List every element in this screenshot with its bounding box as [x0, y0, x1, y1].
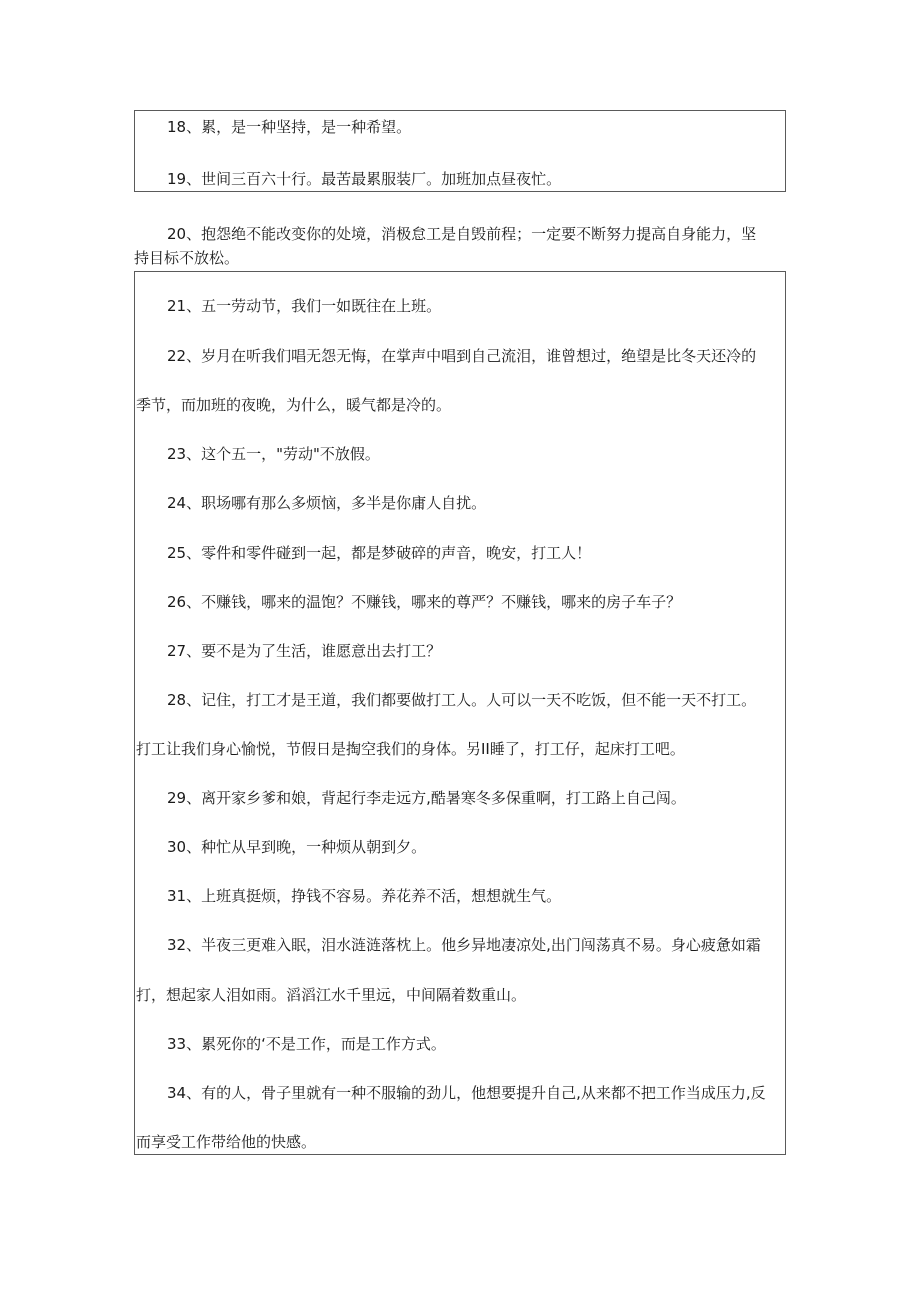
- paragraph-34-cont: 而享受工作带给他的快感。: [136, 1133, 317, 1151]
- paragraph-22: 22、岁月在听我们唱无怨无悔，在掌声中唱到自己流泪，谁曾想过，绝望是比冬天还冷的: [167, 347, 757, 365]
- paragraph-22-cont: 季节，而加班的夜晚，为什么，暖气都是冷的。: [136, 396, 452, 414]
- paragraph-26: 26、不赚钱，哪来的温饱？不赚钱，哪来的尊严？不赚钱，哪来的房子车子？: [167, 593, 682, 611]
- paragraph-20-cont: 持目标不放松。: [134, 249, 240, 267]
- paragraph-19: 19、世间三百六十行。最苦最累服装厂。加班加点昼夜忙。: [167, 170, 562, 188]
- paragraph-20: 20、抱怨绝不能改变你的处境，消极怠工是自毁前程；一定要不断努力提高自身能力，坚: [167, 225, 757, 243]
- paragraph-25: 25、零件和零件碰到一起，都是梦破碎的声音，晚安，打工人！: [167, 544, 592, 562]
- paragraph-33: 33、累死你的‘不是工作，而是工作方式。: [167, 1035, 446, 1053]
- paragraph-28-cont: 打工让我们身心愉悦，节假日是掏空我们的身体。另II睡了，打工仔，起床打工吧。: [136, 740, 685, 758]
- paragraph-23: 23、这个五一，"劳动"不放假。: [167, 445, 380, 463]
- paragraph-32-cont: 打，想起家人泪如雨。滔滔江水千里远，中间隔着数重山。: [136, 986, 527, 1004]
- paragraph-30: 30、种忙从早到晚，一种烦从朝到夕。: [167, 838, 427, 856]
- paragraph-24: 24、职场哪有那么多烦恼，多半是你庸人自扰。: [167, 494, 487, 512]
- paragraph-32: 32、半夜三更难入眠，泪水涟涟落枕上。他乡异地凄凉处,出门闯荡真不易。身心疲惫如霜: [167, 936, 761, 954]
- paragraph-34: 34、有的人，骨子里就有一种不服输的劲儿，他想要提升自己,从来都不把工作当成压力,反: [167, 1084, 766, 1102]
- paragraph-31: 31、上班真挺烦，挣钱不容易。养花养不活，想想就生气。: [167, 887, 562, 905]
- paragraph-27: 27、要不是为了生活，谁愿意出去打工？: [167, 642, 442, 660]
- paragraph-18: 18、累，是一种坚持，是一种希望。: [167, 118, 412, 136]
- paragraph-28: 28、记住，打工才是王道，我们都要做打工人。人可以一天不吃饭，但不能一天不打工。: [167, 691, 757, 709]
- paragraph-29: 29、离开家乡爹和娘，背起行李走远方,酷暑寒冬多保重啊，打工路上自己闯。: [167, 789, 686, 807]
- paragraph-21: 21、五一劳动节，我们一如既往在上班。: [167, 297, 442, 315]
